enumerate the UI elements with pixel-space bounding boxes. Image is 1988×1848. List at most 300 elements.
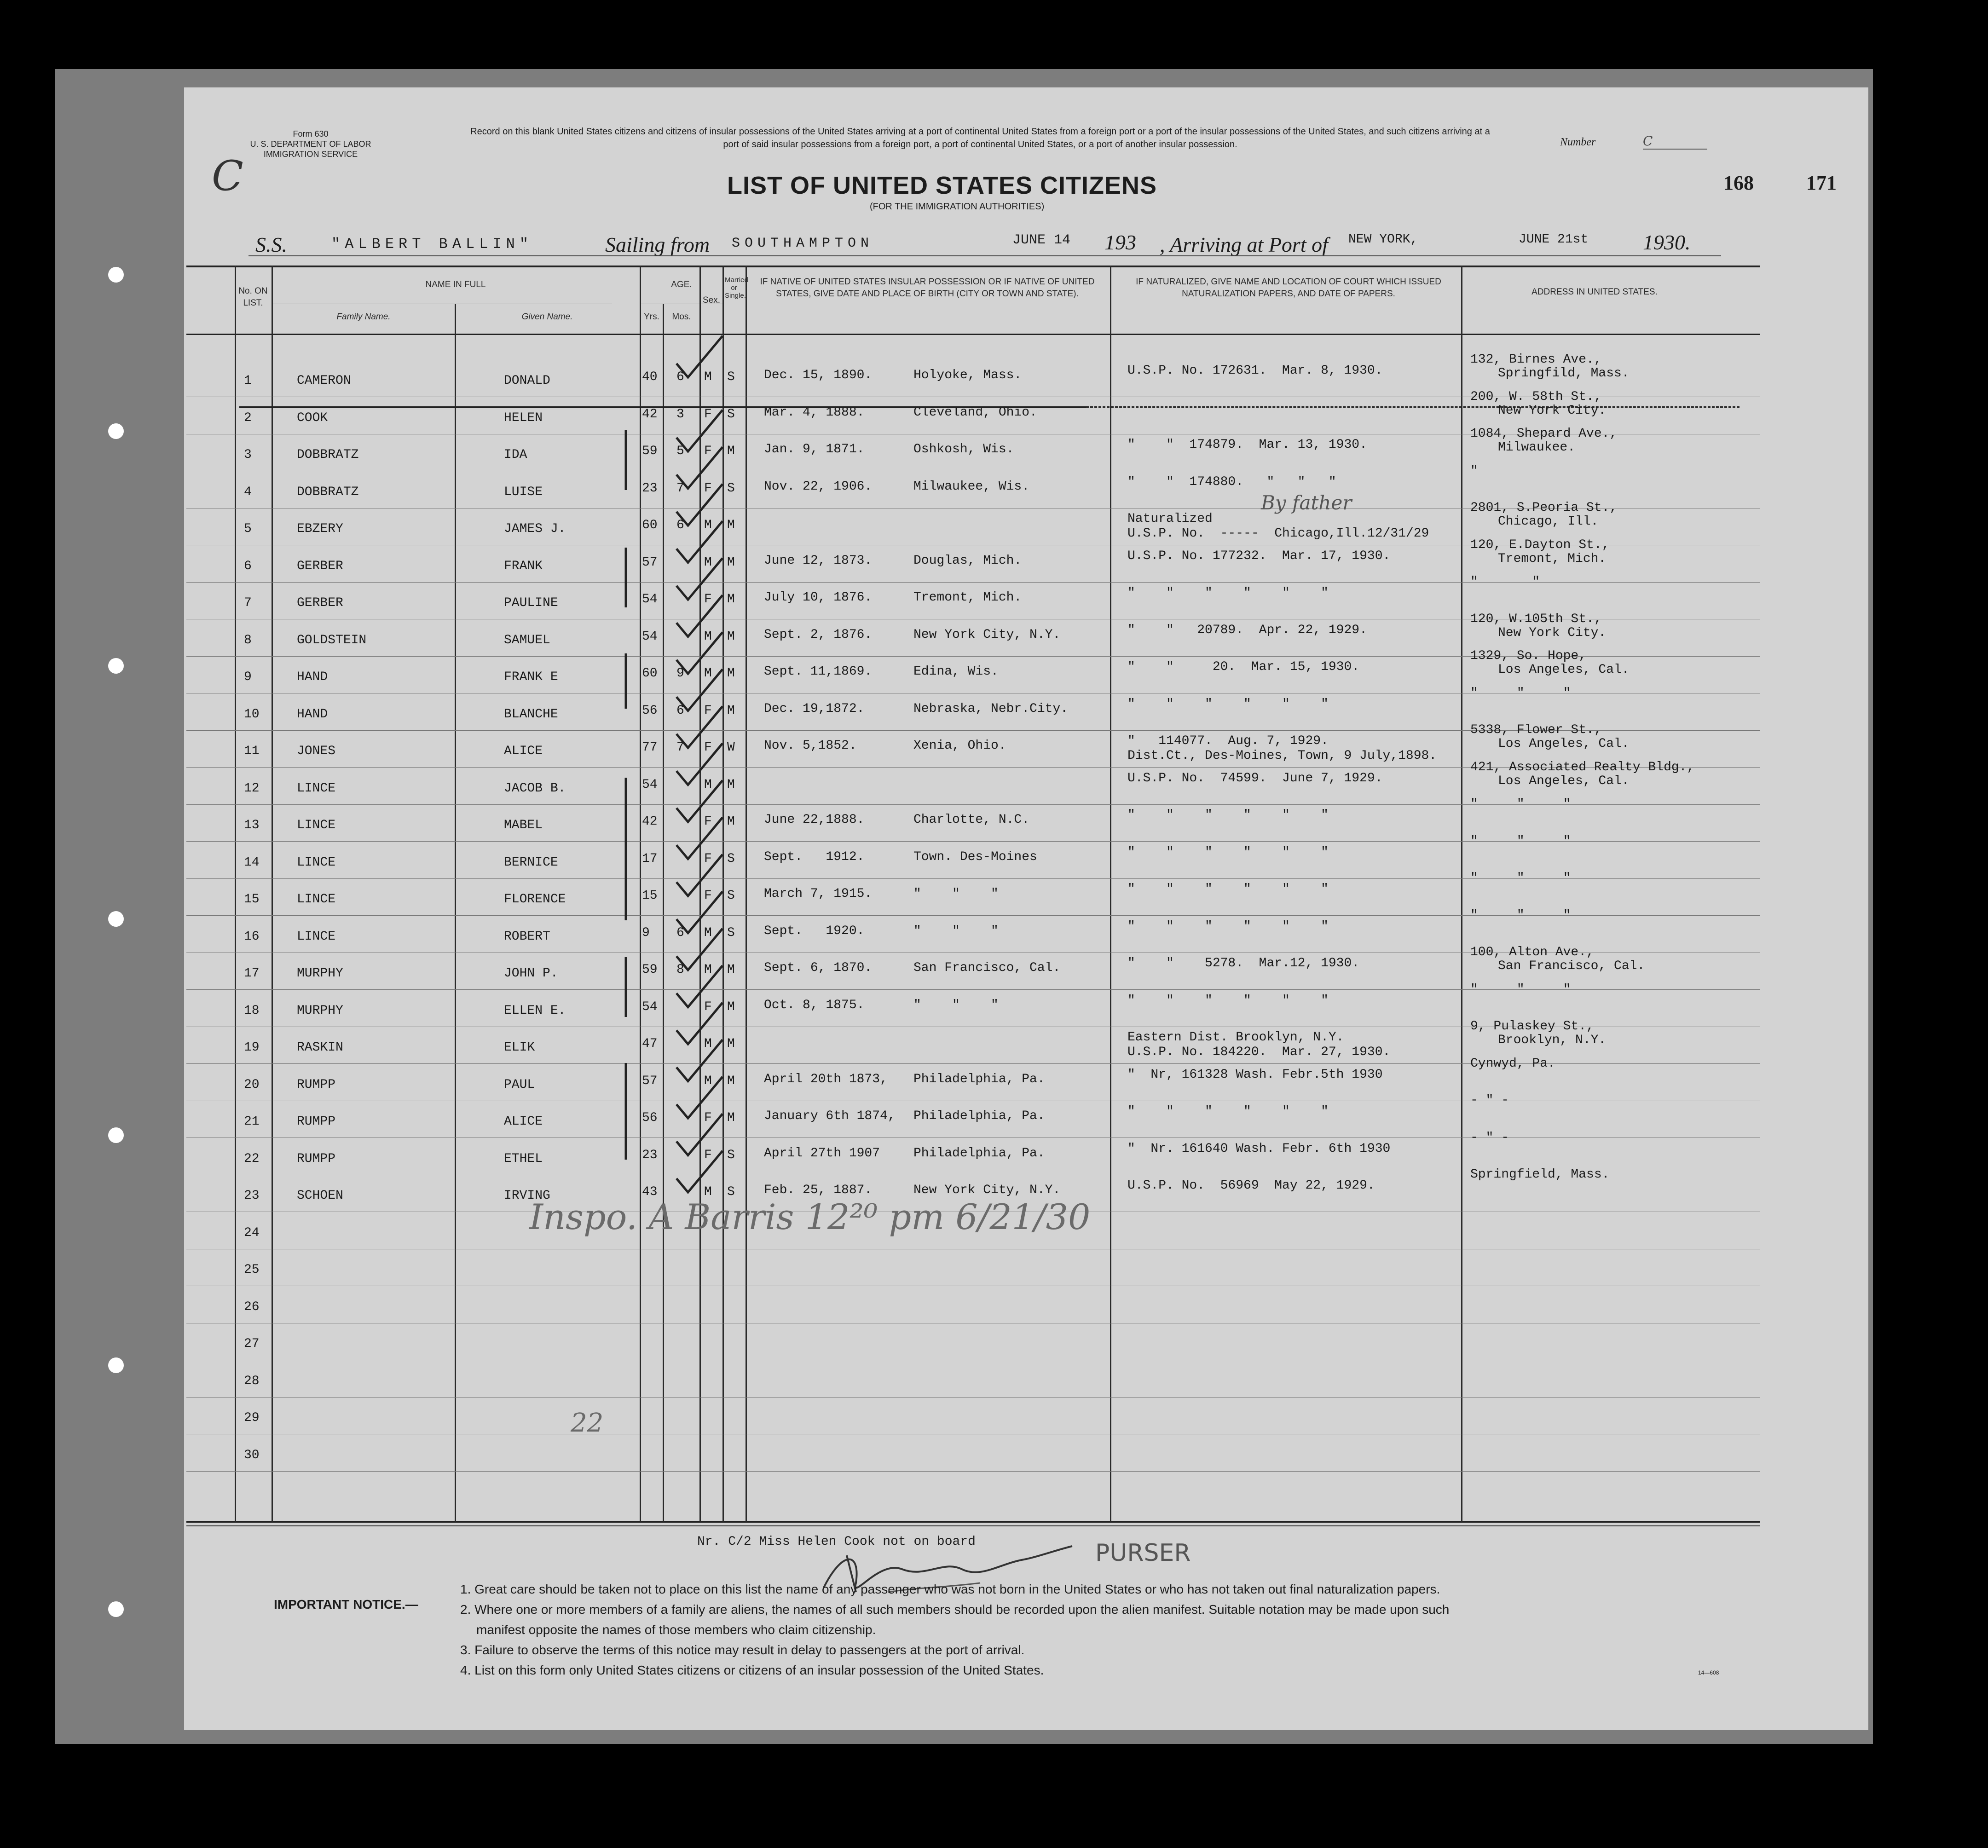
col-divider: [640, 266, 641, 1522]
age-years: 54: [642, 777, 658, 792]
birth-date: Nov. 5,1852.: [764, 739, 857, 753]
sex: F: [704, 1148, 712, 1162]
given-name: ETHEL: [504, 1151, 543, 1166]
arrival-port: NEW YORK,: [1348, 232, 1418, 247]
naturalization-line1: " " " " " ": [1127, 919, 1329, 934]
birth-place: Philadelphia, Pa.: [913, 1146, 1045, 1161]
address-line1: 120, E.Dayton St.,: [1470, 537, 1610, 552]
col-header-no: No. ON LIST.: [238, 286, 268, 308]
birth-date: January 6th 1874,: [764, 1109, 896, 1123]
address-line1: 9, Pulaskey St.,: [1470, 1019, 1594, 1034]
col-divider: [272, 266, 273, 1522]
table-top-rule: [186, 266, 1760, 267]
address-line1: 1084, Shepard Ave.,: [1470, 427, 1618, 441]
col-divider: [235, 266, 236, 1522]
marital-status: M: [727, 555, 735, 570]
family-name: SCHOEN: [297, 1189, 343, 1203]
row-number: 27: [244, 1337, 260, 1351]
footer-rule: [186, 1525, 1760, 1526]
form-line: U. S. DEPARTMENT OF LABOR: [250, 139, 371, 149]
age-years: 42: [642, 814, 658, 829]
sailing-label: Sailing from: [605, 233, 710, 256]
given-name: DONALD: [504, 374, 550, 388]
family-name: RUMPP: [297, 1077, 336, 1092]
address-line2: Milwaukee.: [1498, 440, 1576, 455]
birth-place: Town. Des-Moines: [913, 849, 1037, 864]
sex: F: [704, 407, 712, 422]
given-name: FLORENCE: [504, 892, 566, 907]
address-line2: Los Angeles, Cal.: [1498, 774, 1630, 788]
given-name: PAUL: [504, 1077, 535, 1092]
age-months: 6: [676, 925, 684, 940]
sex: M: [704, 629, 712, 644]
given-name: FRANK: [504, 559, 543, 573]
row-number: 14: [244, 855, 260, 870]
col-divider: [746, 266, 747, 1522]
row-number: 16: [244, 929, 260, 944]
given-name: ALICE: [504, 744, 543, 758]
col-divider: [663, 304, 664, 1522]
address-line1: Cynwyd, Pa.: [1470, 1056, 1555, 1071]
check-mark: [676, 410, 722, 451]
check-mark: [676, 855, 722, 896]
check-mark: [676, 670, 722, 711]
given-name: ALICE: [504, 1115, 543, 1129]
instructions-text: Record on this blank United States citizens and citizens of insular possessions of the United States arriving at a port of continental United States from a foreign port or a port of the insular possessions of the United States, and such citizens arriving at a port of said insular possessions from a foreign port, a port of continental United States, or a port of another insular possession.: [470, 127, 1490, 150]
family-name: RUMPP: [297, 1151, 336, 1166]
row-number: 23: [244, 1189, 260, 1203]
inspector-note: Inspo. A Barris 12²⁰ pm 6/21/30: [529, 1196, 1091, 1237]
handwritten-by-father: By father: [1261, 491, 1352, 514]
marital-status: M: [727, 518, 735, 532]
notice-item: 1. Great care should be taken not to place on this list the name of any passenger who was not born in the United States or who has not taken out final naturalization papers.: [460, 1582, 1440, 1596]
sex: F: [704, 481, 712, 496]
sex: M: [704, 963, 712, 977]
page-stamp: 168: [1723, 172, 1754, 194]
birth-date: Sept. 11,1869.: [764, 664, 873, 679]
age-months: 9: [676, 666, 684, 681]
sex: M: [704, 370, 712, 384]
naturalization-line1: " " " " " ": [1127, 697, 1329, 711]
check-mark: [676, 336, 722, 377]
birth-date: June 12, 1873.: [764, 553, 873, 568]
not-on-board-note: Nr. C/2 Miss Helen Cook not on board: [697, 1535, 976, 1549]
marital-status: M: [727, 1037, 735, 1051]
punch-hole: [108, 658, 124, 674]
sex: M: [704, 666, 712, 681]
year-prefix: 193: [1104, 231, 1136, 254]
birth-place: Philadelphia, Pa.: [913, 1072, 1045, 1086]
address-line2: New York City.: [1498, 403, 1607, 418]
corner-mark: C: [212, 152, 243, 200]
marital-status: S: [727, 370, 735, 384]
naturalization-line1: U.S.P. No. 177232. Mar. 17, 1930.: [1127, 549, 1391, 563]
marital-status: M: [727, 963, 735, 977]
marital-status: M: [727, 703, 735, 718]
notice-title: IMPORTANT NOTICE.—: [274, 1597, 418, 1611]
marital-status: S: [727, 407, 735, 422]
row-number: 8: [244, 633, 252, 647]
sex: F: [704, 703, 712, 718]
birth-date: Sept. 1912.: [764, 849, 865, 864]
col-divider: [455, 304, 456, 1522]
address-line2: Tremont, Mich.: [1498, 551, 1607, 566]
given-name: SAMUEL: [504, 633, 550, 647]
family-name: HAND: [297, 707, 328, 722]
family-name: RASKIN: [297, 1040, 343, 1055]
check-mark: [676, 484, 722, 526]
family-name: LINCE: [297, 818, 336, 832]
naturalization-line2: Dist.Ct., Des-Moines, Town, 9 July,1898.: [1127, 749, 1437, 763]
marital-status: S: [727, 1185, 735, 1199]
row-number: 7: [244, 596, 252, 610]
row-number: 17: [244, 966, 260, 981]
row-number: 20: [244, 1077, 260, 1092]
birth-date: Mar. 4, 1888.: [764, 405, 865, 420]
age-years: 59: [642, 444, 658, 458]
age-years: 23: [642, 481, 658, 496]
address-line1: 132, Birnes Ave.,: [1470, 352, 1602, 367]
age-years: 60: [642, 666, 658, 681]
age-months: 5: [676, 444, 684, 458]
sex: F: [704, 999, 712, 1014]
family-name: CAMERON: [297, 374, 351, 388]
address-line1: " " ": [1470, 797, 1571, 811]
arrival-date: JUNE 21st: [1519, 232, 1589, 247]
page-stamp: 171: [1806, 172, 1837, 194]
marital-status: M: [727, 999, 735, 1014]
sex: F: [704, 851, 712, 866]
check-mark: [676, 744, 722, 785]
birth-date: April 20th 1873,: [764, 1072, 888, 1086]
family-name: MURPHY: [297, 966, 343, 981]
sex: M: [704, 1037, 712, 1051]
marital-status: M: [727, 666, 735, 681]
naturalization-line1: " " 174879. Mar. 13, 1930.: [1127, 438, 1367, 452]
family-name: DOBBRATZ: [297, 485, 359, 499]
address-line1: 120, W.105th St.,: [1470, 612, 1602, 626]
notice-item: 2. Where one or more members of a family are aliens, the names of all such members should be recorded upon the alien manifest. Suitable notation may be made upon such: [460, 1602, 1450, 1617]
form-line: Form 630: [293, 129, 329, 139]
naturalization-line1: " " 5278. Mar.12, 1930.: [1127, 956, 1360, 970]
birth-place: " " ": [913, 998, 999, 1012]
birth-date: April 27th 1907: [764, 1146, 880, 1161]
birth-date: June 22,1888.: [764, 813, 865, 827]
number-label: Number: [1560, 136, 1596, 148]
check-mark: [676, 929, 722, 970]
address-line1: ": [1470, 463, 1478, 478]
row-number: 11: [244, 744, 260, 758]
punch-hole: [108, 911, 124, 927]
address-line1: 200, W. 58th St.,: [1470, 389, 1602, 404]
birth-date: Dec. 15, 1890.: [764, 368, 873, 382]
ss-label: S.S.: [255, 233, 287, 256]
ship-name: "ALBERT BALLIN": [331, 236, 533, 253]
marital-status: S: [727, 889, 735, 903]
address-line1: 100, Alton Ave.,: [1470, 945, 1594, 959]
given-name: IDA: [504, 448, 527, 462]
col-header-yrs: Yrs.: [644, 312, 659, 322]
row-number: 10: [244, 707, 260, 722]
birth-place: " " ": [913, 887, 999, 901]
col-header-name: NAME IN FULL: [425, 280, 486, 289]
notice-item: manifest opposite the names of those members who claim citizenship.: [476, 1623, 876, 1637]
age-years: 56: [642, 1111, 658, 1125]
birth-date: Sept. 6, 1870.: [764, 961, 873, 975]
naturalization-line1: U.S.P. No. 74599. June 7, 1929.: [1127, 771, 1383, 785]
punch-hole: [108, 1357, 124, 1373]
age-years: 43: [642, 1185, 658, 1199]
age-years: 40: [642, 370, 658, 384]
check-mark: [676, 447, 722, 489]
age-years: 47: [642, 1037, 658, 1051]
row-number: 18: [244, 1003, 260, 1018]
address-line1: 5338, Flower St.,: [1470, 723, 1602, 737]
col-header-mos: Mos.: [672, 312, 691, 322]
check-mark: [676, 966, 722, 1007]
strike-line: [239, 406, 1086, 408]
age-months: 3: [676, 407, 684, 422]
given-name: ROBERT: [504, 929, 550, 944]
row-number: 12: [244, 781, 260, 796]
marital-status: S: [727, 925, 735, 940]
address-line2: Los Angeles, Cal.: [1498, 663, 1630, 677]
marital-status: W: [727, 740, 735, 755]
birth-place: Cleveland, Ohio.: [913, 405, 1037, 420]
age-years: 77: [642, 740, 658, 755]
sex: M: [704, 555, 712, 570]
family-name: DOBBRATZ: [297, 448, 359, 462]
family-name: RUMPP: [297, 1115, 336, 1129]
address-line2: Los Angeles, Cal.: [1498, 737, 1630, 751]
address-line1: 421, Associated Realty Bldg.,: [1470, 760, 1695, 774]
marital-status: M: [727, 814, 735, 829]
naturalization-line1: " 114077. Aug. 7, 1929.: [1127, 734, 1329, 748]
form-code: 14—608: [1698, 1669, 1719, 1676]
form-line: IMMIGRATION SERVICE: [263, 150, 358, 159]
row-number: 5: [244, 522, 252, 536]
check-mark: [676, 818, 722, 859]
address-line1: " " ": [1470, 686, 1571, 700]
ship-line-rule: [248, 255, 1721, 256]
check-mark: [676, 703, 722, 748]
birth-date: Sept. 2, 1876.: [764, 627, 873, 642]
table-header-rule: [186, 334, 1760, 335]
check-mark: [676, 892, 722, 933]
given-name: BLANCHE: [504, 707, 558, 722]
check-mark: [676, 1114, 722, 1155]
row-number: 3: [244, 448, 252, 462]
strike-line: [1086, 406, 1740, 408]
given-name: JACOB B.: [504, 781, 566, 796]
marital-status: M: [727, 1074, 735, 1088]
marital-status: S: [727, 481, 735, 496]
age-months: 7: [676, 740, 684, 755]
marital-status: M: [727, 629, 735, 644]
sex: M: [704, 1185, 712, 1199]
given-name: PAULINE: [504, 596, 558, 610]
notice-item: 3. Failure to observe the terms of this notice may result in delay to passengers at the port of arrival.: [460, 1643, 1025, 1657]
row-number: 29: [244, 1411, 260, 1425]
age-months: 6: [676, 703, 684, 718]
address-line2: Springfild, Mass.: [1498, 366, 1630, 381]
family-name: GERBER: [297, 559, 343, 573]
birth-date: Jan. 9, 1871.: [764, 442, 865, 456]
check-mark: [676, 1003, 722, 1044]
naturalization-line1: " " 20. Mar. 15, 1930.: [1127, 660, 1360, 674]
sex: F: [704, 1111, 712, 1125]
sex: F: [704, 592, 712, 606]
punch-hole: [108, 423, 124, 439]
col-header-sex: Sex.: [702, 295, 721, 305]
age-years: 54: [642, 629, 658, 644]
family-name: COOK: [297, 410, 328, 425]
naturalization-line1: " " 20789. Apr. 22, 1929.: [1127, 623, 1367, 637]
age-years: 23: [642, 1148, 658, 1162]
naturalization-line1: " " " " " ": [1127, 993, 1329, 1008]
address-line1: 1329, So. Hope,: [1470, 649, 1587, 663]
family-name: EBZERY: [297, 522, 343, 536]
birth-place: Holyoke, Mass.: [913, 368, 1022, 382]
check-marks: [667, 331, 736, 1206]
family-name: JONES: [297, 744, 336, 758]
row-number: 28: [244, 1374, 260, 1388]
given-name: JOHN P.: [504, 966, 558, 981]
row-number: 4: [244, 485, 252, 499]
number-value: C: [1643, 133, 1707, 150]
naturalization-line1: " Nr. 161640 Wash. Febr. 6th 1930: [1127, 1141, 1391, 1156]
marital-status: S: [727, 851, 735, 866]
given-name: ELIK: [504, 1040, 535, 1055]
birth-place: Tremont, Mich.: [913, 590, 1022, 605]
col-divider: [1461, 266, 1462, 1522]
row-number: 2: [244, 410, 252, 425]
birth-place: Edina, Wis.: [913, 664, 999, 679]
naturalization-line1: U.S.P. No. 56969 May 22, 1929.: [1127, 1178, 1375, 1193]
given-name: HELEN: [504, 410, 543, 425]
naturalization-line1: Eastern Dist. Brooklyn, N.Y.: [1127, 1030, 1344, 1045]
birth-place: " " ": [913, 924, 999, 938]
age-months: 8: [676, 963, 684, 977]
birth-date: Feb. 25, 1887.: [764, 1183, 873, 1197]
check-mark: [676, 1040, 722, 1081]
age-years: 56: [642, 703, 658, 718]
family-name: LINCE: [297, 855, 336, 870]
col-divider: [1110, 266, 1111, 1522]
age-years: 57: [642, 1074, 658, 1088]
handwritten-initials: 22: [571, 1408, 604, 1438]
sex: M: [704, 777, 712, 792]
row-number: 25: [244, 1263, 260, 1277]
birth-date: Dec. 19,1872.: [764, 701, 865, 716]
notice-item: 4. List on this form only United States citizens or citizens of an insular possession of the United States.: [460, 1663, 1044, 1677]
check-mark: [676, 632, 722, 674]
marital-status: M: [727, 1111, 735, 1125]
birth-date: July 10, 1876.: [764, 590, 873, 605]
naturalization-line2: U.S.P. No. ----- Chicago,Ill.12/31/29: [1127, 526, 1429, 541]
age-months: 7: [676, 481, 684, 496]
col-header-given: Given Name.: [521, 312, 573, 322]
birth-place: Philadelphia, Pa.: [913, 1109, 1045, 1123]
age-years: 54: [642, 592, 658, 606]
row-number: 26: [244, 1299, 260, 1314]
address-line1: - " -: [1470, 1093, 1509, 1108]
age-years: 60: [642, 518, 658, 532]
naturalization-line1: U.S.P. No. 172631. Mar. 8, 1930.: [1127, 364, 1383, 378]
birth-place: Xenia, Ohio.: [913, 739, 1006, 753]
check-mark: [676, 521, 722, 563]
age-years: 42: [642, 407, 658, 422]
col-header-age: AGE.: [671, 280, 692, 289]
given-name: BERNICE: [504, 855, 558, 870]
age-years: 59: [642, 963, 658, 977]
family-name: GOLDSTEIN: [297, 633, 367, 647]
sex: M: [704, 925, 712, 940]
sex: F: [704, 740, 712, 755]
birth-date: Nov. 22, 1906.: [764, 479, 873, 494]
sex: M: [704, 1074, 712, 1088]
address-line1: 2801, S.Peoria St.,: [1470, 501, 1618, 515]
marital-status: M: [727, 592, 735, 606]
marital-status: S: [727, 1148, 735, 1162]
birth-date: March 7, 1915.: [764, 887, 873, 901]
col-header-family: Family Name.: [336, 312, 391, 322]
naturalization-line1: " " " " " ": [1127, 808, 1329, 822]
birth-place: New York City, N.Y.: [913, 1183, 1061, 1197]
age-years: 57: [642, 555, 658, 570]
age-years: 54: [642, 999, 658, 1014]
punch-hole: [108, 1127, 124, 1143]
age-years: 9: [642, 925, 650, 940]
age-months: 6: [676, 370, 684, 384]
col-header-birth: IF NATIVE OF UNITED STATES INSULAR POSSESSION OR IF NATIVE OF UNITED STATES, GIVE DATE AND PLACE OF BIRTH (CITY OR TOWN AND STATE).: [760, 277, 1095, 299]
sex: M: [704, 518, 712, 532]
given-name: ELLEN E.: [504, 1003, 566, 1018]
form-number-block: [248, 129, 373, 159]
punch-hole: [108, 267, 124, 283]
address-line1: " " ": [1470, 908, 1571, 923]
row-number: 1: [244, 374, 252, 388]
given-name: IRVING: [504, 1189, 550, 1203]
page-title: LIST OF UNITED STATES CITIZENS: [727, 172, 1157, 199]
address-line1: " " ": [1470, 834, 1571, 849]
row-number: 9: [244, 670, 252, 684]
family-name: LINCE: [297, 929, 336, 944]
birth-place: San Francisco, Cal.: [913, 961, 1061, 975]
from-port: SOUTHAMPTON: [732, 236, 874, 251]
arriving-label: , Arriving at Port of: [1160, 233, 1328, 256]
row-number: 24: [244, 1225, 260, 1240]
given-name: FRANK E: [504, 670, 558, 684]
address-line2: Chicago, Ill.: [1498, 514, 1599, 529]
address-line2: Brooklyn, N.Y.: [1498, 1033, 1607, 1047]
birth-place: Nebraska, Nebr.City.: [913, 701, 1069, 716]
address-line1: " " ": [1470, 982, 1571, 997]
birth-place: Milwaukee, Wis.: [913, 479, 1030, 494]
punch-hole: [108, 1601, 124, 1617]
birth-date: Sept. 1920.: [764, 924, 865, 938]
row-number: 13: [244, 818, 260, 832]
row-number: 21: [244, 1115, 260, 1129]
sex: F: [704, 814, 712, 829]
family-name: LINCE: [297, 781, 336, 796]
col-header-married: Married or Single.: [725, 276, 748, 300]
naturalization-line1: " Nr, 161328 Wash. Febr.5th 1930: [1127, 1067, 1383, 1082]
given-name: JAMES J.: [504, 522, 566, 536]
birth-place: Douglas, Mich.: [913, 553, 1022, 568]
birth-place: Charlotte, N.C.: [913, 813, 1030, 827]
family-name: GERBER: [297, 596, 343, 610]
